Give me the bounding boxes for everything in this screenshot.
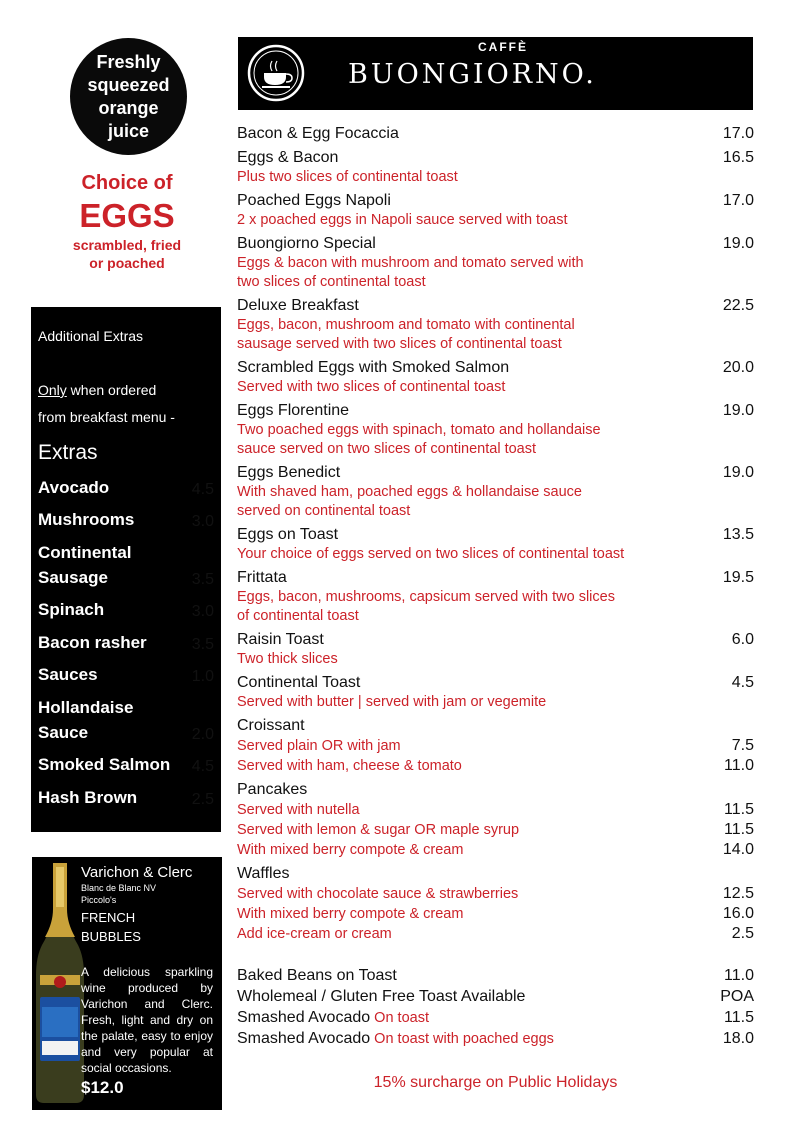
- menu-item: [237, 1007, 754, 1028]
- only-emphasis: Only: [38, 382, 67, 398]
- menu-item: [237, 295, 754, 354]
- extras-panel: [31, 307, 221, 832]
- bottom-items: [237, 965, 754, 1049]
- menu-item-name: Scrambled Eggs with Smoked Salmon: [237, 359, 510, 376]
- menu-option-price: 12.5: [722, 885, 754, 902]
- menu-item-croissant: [237, 715, 754, 776]
- menu-item-description: Plus two slices of continental toast: [237, 169, 458, 185]
- menu-item-label: [237, 1007, 429, 1028]
- menu-item-price: 6.0: [731, 631, 754, 648]
- menu-item-row: [237, 524, 754, 545]
- wine-variety: Blanc de Blanc NV: [81, 883, 157, 893]
- menu-option-price: 11.5: [724, 821, 754, 838]
- menu-item: [237, 147, 754, 187]
- menu-item-description: Two thick slices: [237, 651, 338, 667]
- extras-list: [38, 475, 214, 810]
- menu-option-price: 11.0: [724, 757, 754, 774]
- menu-item-price: 19.0: [722, 235, 754, 252]
- extras-item-price: 3.0: [191, 513, 214, 530]
- menu-item-name: Continental Toast: [237, 674, 361, 691]
- menu-item-price: 16.5: [722, 149, 754, 166]
- menu-item-price: 20.0: [722, 359, 754, 376]
- menu-item-price: 19.0: [722, 402, 754, 419]
- menu-item-price: 4.5: [731, 674, 754, 691]
- menu-item-description: On toast with poached eggs: [370, 1031, 554, 1047]
- menu-item: [237, 567, 754, 626]
- menu-item-price: 13.5: [722, 526, 754, 543]
- menu-item: [237, 233, 754, 292]
- menu-item-row: [237, 462, 754, 483]
- menu-item-description: Eggs & bacon with mushroom and tomato served with: [237, 255, 584, 271]
- menu-option: [237, 840, 754, 860]
- menu-option-description: Served plain OR with jam: [237, 738, 401, 754]
- menu-item-price: POA: [720, 988, 754, 1005]
- menu-option: [237, 800, 754, 820]
- extras-item-price: 1.0: [191, 668, 214, 685]
- menu-item-name: Buongiorno Special: [237, 235, 376, 252]
- menu-items: [237, 123, 754, 712]
- menu-item-price: 11.5: [724, 1009, 754, 1026]
- extras-item: [38, 695, 214, 745]
- menu-option-description: Served with lemon & sugar OR maple syrup: [237, 822, 520, 838]
- extras-item-price: 4.5: [191, 758, 214, 775]
- menu-item-name: Eggs Florentine: [237, 402, 350, 419]
- eggs-heading: EGGS: [79, 197, 175, 234]
- menu-option-price: 7.5: [731, 737, 754, 754]
- wine-name: Varichon & Clerc: [81, 864, 193, 881]
- menu-option: [237, 736, 754, 756]
- juice-line: orange: [98, 97, 159, 118]
- menu-option-price: 11.5: [724, 801, 754, 818]
- logo-wordmark: BUONGIORNO.: [348, 59, 597, 90]
- menu-option-description: With mixed berry compote & cream: [237, 842, 464, 858]
- extras-item: [38, 540, 214, 590]
- menu-item-description: Eggs, bacon, mushroom and tomato with continental: [237, 317, 575, 333]
- menu-item-row: [237, 295, 754, 316]
- juice-line: squeezed: [87, 74, 170, 95]
- menu-option-description: With mixed berry compote & cream: [237, 906, 464, 922]
- menu-item-description: two slices of continental toast: [237, 274, 426, 290]
- eggs-choice-label: Choice of: [81, 172, 173, 194]
- extras-item-name: Hollandaise Sauce: [38, 697, 134, 742]
- extras-item-price: 4.5: [191, 480, 214, 498]
- menu-item-price: 22.5: [722, 297, 754, 314]
- menu-item-row: [237, 123, 754, 144]
- extras-item: [38, 662, 214, 687]
- wine-size: Piccolo's: [81, 895, 117, 905]
- menu-item-pancakes: [237, 779, 754, 860]
- extras-item-price: 3.5: [191, 570, 214, 588]
- extras-item-name: Hash Brown: [38, 787, 138, 807]
- menu-option-description: Served with nutella: [237, 802, 360, 818]
- menu-item-price: 19.5: [722, 569, 754, 586]
- juice-line: juice: [107, 120, 150, 141]
- menu-item-name: Baked Beans on Toast: [237, 967, 397, 984]
- menu-item-description: sauce served on two slices of continental toast: [237, 441, 537, 457]
- wine-category: [81, 908, 213, 946]
- menu-item: [237, 672, 754, 712]
- extras-note-line: Additional Extras: [38, 328, 144, 344]
- extras-item-price: 3.5: [191, 635, 214, 653]
- wine-details: [81, 863, 213, 1098]
- menu-item-label: [237, 1028, 554, 1049]
- menu-item-name: Bacon & Egg Focaccia: [237, 125, 399, 142]
- menu-item-row: [237, 400, 754, 421]
- menu-option-description: Served with chocolate sauce & strawberries: [237, 886, 519, 902]
- menu-option: [237, 756, 754, 776]
- menu-option-description: Served with ham, cheese & tomato: [237, 758, 462, 774]
- eggs-promo: [40, 170, 268, 272]
- extras-item-name: Bacon rasher: [38, 632, 147, 652]
- extras-item: [38, 475, 214, 500]
- menu-item: [237, 123, 754, 144]
- menu-option: [237, 884, 754, 904]
- menu-item-description: Your choice of eggs served on two slices of continental toast: [237, 546, 625, 562]
- breakfast-menu: [237, 123, 754, 1049]
- extras-item: [38, 752, 214, 777]
- extras-item-price: 2.5: [191, 790, 214, 808]
- extras-item-name: Sauces: [38, 665, 98, 684]
- menu-item-row: [237, 190, 754, 211]
- menu-item-description: With shaved ham, poached eggs & hollandaise sauce: [237, 484, 582, 500]
- menu-item: [237, 965, 754, 986]
- menu-option: [237, 924, 754, 944]
- menu-item: [237, 190, 754, 230]
- menu-item-waffles: [237, 863, 754, 944]
- extras-item-name: Smoked Salmon: [38, 755, 171, 774]
- extras-note-rest: when ordered: [66, 382, 157, 398]
- menu-item-description: Served with butter | served with jam or vegemite: [237, 694, 547, 710]
- menu-item: [237, 524, 754, 564]
- extras-item: [38, 597, 214, 622]
- extras-item-price: 2.0: [191, 725, 214, 743]
- menu-item: [237, 462, 754, 521]
- logo-caffe-text: CAFFÈ: [478, 40, 528, 54]
- menu-item-label: [237, 986, 525, 1007]
- menu-item-row: [237, 357, 754, 378]
- extras-item-name: Mushrooms: [38, 510, 135, 529]
- menu-item-name: Raisin Toast: [237, 631, 324, 648]
- extras-note: [38, 323, 214, 431]
- menu-item-name: Eggs & Bacon: [237, 149, 339, 166]
- menu-item-description: On toast: [370, 1010, 429, 1026]
- eggs-options-line: or poached: [89, 255, 165, 271]
- menu-item-price: 11.0: [724, 967, 754, 984]
- menu-item-name: Waffles: [237, 865, 290, 882]
- menu-option-price: 16.0: [722, 905, 754, 922]
- menu-item-label: [237, 965, 397, 986]
- menu-option-price: 14.0: [722, 841, 754, 858]
- menu-item-description: Served with two slices of continental toast: [237, 379, 506, 395]
- wine-description: A delicious sparkling wine produced by Varichon and Clerc. Fresh, light and dry on the palate, easy to enjoy and very popular at social occasions.: [81, 965, 213, 1075]
- menu-item-row: [237, 567, 754, 588]
- extras-note-line: from breakfast menu -: [38, 409, 175, 425]
- menu-item: [237, 357, 754, 397]
- wine-price: $12.0: [81, 1078, 124, 1097]
- extras-item-price: 3.0: [191, 603, 214, 620]
- menu-item-name: Smashed Avocado: [237, 1030, 371, 1047]
- extras-item-name: Avocado: [38, 477, 110, 497]
- menu-item: [237, 986, 754, 1007]
- menu-item-name: Wholemeal / Gluten Free Toast Available: [237, 988, 526, 1005]
- menu-item-row: [237, 629, 754, 650]
- menu-option-price: 2.5: [731, 925, 754, 942]
- extras-item: [38, 785, 214, 810]
- menu-item-row: [237, 672, 754, 693]
- wine-promo: [32, 857, 222, 1110]
- menu-item-price: 19.0: [722, 464, 754, 481]
- wine-category-line: BUBBLES: [81, 929, 141, 944]
- menu-item-name: Croissant: [237, 717, 305, 734]
- cafe-logo: [238, 37, 753, 110]
- menu-item-description: of continental toast: [237, 608, 359, 624]
- menu-item-name: Poached Eggs Napoli: [237, 192, 391, 209]
- menu-option: [237, 820, 754, 840]
- champagne-bottle-icon: [32, 857, 88, 1110]
- menu-item-description: Two poached eggs with spinach, tomato and hollandaise: [237, 422, 601, 438]
- coffee-cup-emblem-icon: [246, 43, 306, 103]
- menu-item-name: Eggs on Toast: [237, 526, 339, 543]
- menu-item-name: Deluxe Breakfast: [237, 297, 359, 314]
- menu-option: [237, 904, 754, 924]
- orange-juice-badge: [70, 38, 187, 155]
- menu-item: [237, 1028, 754, 1049]
- extras-item: [38, 630, 214, 655]
- extras-title: Extras: [38, 441, 98, 464]
- menu-item-description: Eggs, bacon, mushrooms, capsicum served with two slices: [237, 589, 615, 605]
- extras-note-line: [38, 377, 214, 404]
- holiday-surcharge-note: 15% surcharge on Public Holidays: [373, 1074, 618, 1091]
- menu-item-name: Eggs Benedict: [237, 464, 341, 481]
- extras-item: [38, 507, 214, 532]
- menu-item-price: 18.0: [722, 1030, 754, 1047]
- extras-item-name: Continental Sausage: [38, 542, 132, 587]
- menu-item-name: Pancakes: [237, 781, 308, 798]
- menu-item: [237, 629, 754, 669]
- menu-item: [237, 400, 754, 459]
- eggs-options-line: scrambled, fried: [72, 237, 182, 253]
- extras-item-name: Spinach: [38, 600, 105, 619]
- menu-item-price: 17.0: [722, 192, 754, 209]
- menu-item-row: [237, 147, 754, 168]
- menu-item-row: [237, 233, 754, 254]
- menu-item-price: 17.0: [722, 125, 754, 142]
- menu-item-description: served on continental toast: [237, 503, 411, 519]
- menu-option-description: Add ice-cream or cream: [237, 926, 392, 942]
- menu-item-description: sausage served with two slices of continental toast: [237, 336, 562, 352]
- juice-line: Freshly: [96, 51, 161, 72]
- menu-item-name: Frittata: [237, 569, 287, 586]
- menu-item-description: 2 x poached eggs in Napoli sauce served with toast: [237, 212, 568, 228]
- wine-category-line: FRENCH: [81, 910, 136, 925]
- menu-item-name: Smashed Avocado: [237, 1009, 371, 1026]
